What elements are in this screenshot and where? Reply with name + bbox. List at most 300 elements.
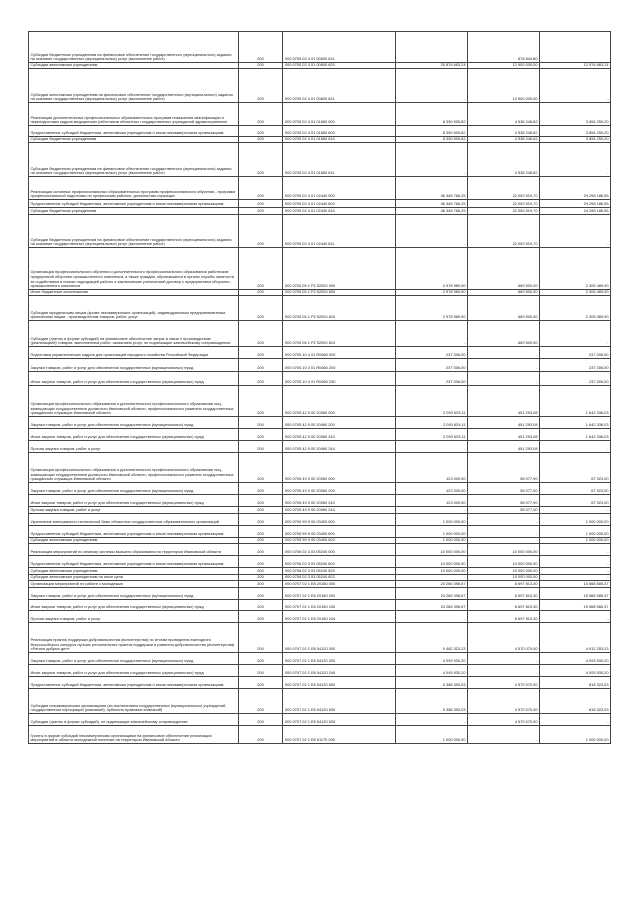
row-name-cell: Субсидии бюджетным учреждениям — [29, 137, 239, 143]
budget-document-page — [28, 31, 610, 744]
row-name-cell: Иные закупки товаров, работ и услуг для обеспечения государственных (муниципальных) нужд — [29, 372, 239, 386]
row-executed-cell: 4 536 246,62 — [468, 143, 540, 177]
row-approved-cell: 8 390 505,82 — [396, 126, 468, 137]
row-approved-cell: 237 006,00 — [396, 347, 468, 359]
row-name-cell: Субсидии (гранты в форме субсидий) на финансовое обеспечение затрат в связи с производством (реализацией) товаров, выполнением работ, оказанием услуг, не подлежащие казначейскому сопровождению — [29, 321, 239, 347]
row-classification-cell: 000 0707 02 1 E8 54120 240 — [283, 665, 396, 677]
row-executed-cell: 4 536 246,62 — [468, 126, 540, 137]
row-classification-cell: 000 0705 99 9 00 03400 000 — [283, 514, 396, 526]
budget-execution-table — [28, 31, 611, 744]
row-code-cell: 200 — [239, 677, 283, 689]
row-executed-cell: 451 293,08 — [468, 386, 540, 417]
row-unexecuted-cell: 1 642 336,03 — [540, 417, 611, 429]
row-classification-cell: 000 0705 02 4 01 00600 611 — [283, 32, 396, 63]
table-row — [29, 726, 611, 744]
row-classification-cell: 000 0705 43 9 00 20060 244 — [283, 507, 396, 514]
row-executed-cell: 10 000 000,00 — [468, 568, 540, 575]
row-code-cell: 200 — [239, 177, 283, 200]
row-executed-cell: - — [468, 359, 540, 372]
row-name-cell: Предоставление субсидий бюджетным, автономным учреждениям и иным некоммерческим организациям — [29, 526, 239, 538]
row-name-cell: Субсидии автономным учреждениям — [29, 568, 239, 575]
row-approved-cell: 2 978 989,90 — [396, 296, 468, 321]
table-row — [29, 665, 611, 677]
row-code-cell: 200 — [239, 69, 283, 103]
row-code-cell: 200 — [239, 623, 283, 653]
table-row — [29, 623, 611, 653]
row-approved-cell: 10 000 000,00 — [396, 544, 468, 556]
row-approved-cell: 9 482 323,23 — [396, 623, 468, 653]
row-name-cell: Субсидии автономным учреждениям на иные цели — [29, 575, 239, 581]
row-code-cell: 200 — [239, 290, 283, 296]
row-name-cell: Субсидии автономным учреждениям — [29, 63, 239, 69]
row-classification-cell: 000 0705 02 4 01 00600 620 — [283, 63, 396, 69]
table-row — [29, 544, 611, 556]
row-classification-cell: 000 0705 43 9 00 20060 000 — [283, 453, 396, 483]
row-classification-cell: 000 0705 05 1 P2 52920 800 — [283, 290, 396, 296]
row-code-cell: 200 — [239, 32, 283, 63]
row-executed-cell: - — [468, 665, 540, 677]
row-unexecuted-cell: 1 000 000,00 — [540, 526, 611, 538]
row-executed-cell: - — [468, 526, 540, 538]
row-approved-cell: 1 000 000,00 — [396, 538, 468, 544]
row-executed-cell: 8 697 813,30 — [468, 581, 540, 588]
row-unexecuted-cell: - — [540, 215, 611, 248]
row-executed-cell: 669 500,00 — [468, 321, 540, 347]
row-unexecuted-cell: 2 309 489,90 — [540, 248, 611, 290]
row-approved-cell: 46 348 766,25 — [396, 177, 468, 200]
row-executed-cell: 4 570 070,00 — [468, 714, 540, 726]
row-code-cell: 200 — [239, 215, 283, 248]
row-classification-cell: 000 0705 02 4 01 02440 000 — [283, 177, 396, 200]
row-unexecuted-cell: 1 642 336,03 — [540, 386, 611, 417]
row-approved-cell: - — [396, 507, 468, 514]
row-executed-cell: 669 500,00 — [468, 248, 540, 290]
table-row — [29, 575, 611, 581]
table-row — [29, 32, 611, 63]
row-executed-cell: 8 697 813,30 — [468, 600, 540, 611]
row-name-cell: Прочая закупка товаров, работ и услуг — [29, 441, 239, 453]
row-name-cell: Иные бюджетные ассигнования — [29, 290, 239, 296]
row-unexecuted-cell: 15 568 585,37 — [540, 600, 611, 611]
row-code-cell: 200 — [239, 417, 283, 429]
table-row — [29, 69, 611, 103]
row-classification-cell: 000 0705 42 9 00 20060 240 — [283, 429, 396, 441]
row-classification-cell: 000 0705 05 1 P2 52920 813 — [283, 321, 396, 347]
row-code-cell: 200 — [239, 441, 283, 453]
row-approved-cell: - — [396, 321, 468, 347]
row-approved-cell: 5 388 393,03 — [396, 689, 468, 714]
row-executed-cell: 669 500,00 — [468, 290, 540, 296]
table-row — [29, 526, 611, 538]
row-executed-cell: 22 050 519,70 — [468, 208, 540, 215]
table-row — [29, 441, 611, 453]
row-unexecuted-cell: 15 568 585,37 — [540, 581, 611, 588]
row-name-cell: Предоставление субсидий бюджетным, автономным учреждениям и иным некоммерческим организациям — [29, 677, 239, 689]
row-unexecuted-cell: 237 006,00 — [540, 372, 611, 386]
row-classification-cell: 000 0705 05 1 P2 52920 810 — [283, 296, 396, 321]
row-executed-cell: - — [468, 372, 540, 386]
row-code-cell: 200 — [239, 714, 283, 726]
table-row — [29, 248, 611, 290]
row-approved-cell: 5 388 393,03 — [396, 677, 468, 689]
row-approved-cell — [396, 32, 468, 63]
table-row — [29, 103, 611, 126]
row-unexecuted-cell: 15 568 585,37 — [540, 588, 611, 600]
row-approved-cell: 4 093 930,20 — [396, 653, 468, 665]
table-row — [29, 126, 611, 137]
row-unexecuted-cell: 3 854 259,20 — [540, 103, 611, 126]
row-approved-cell: 46 348 766,25 — [396, 200, 468, 208]
row-name-cell: Закупка товаров, работ и услуг для обеспечения государственных (муниципальных) нужд — [29, 588, 239, 600]
row-executed-cell: - — [468, 538, 540, 544]
row-name-cell: Иные закупки товаров, работ и услуг для обеспечения государственных (муниципальных) нужд — [29, 665, 239, 677]
table-row — [29, 514, 611, 526]
row-classification-cell: 000 0707 02 1 E8 54120 633 — [283, 714, 396, 726]
row-code-cell: 200 — [239, 514, 283, 526]
row-code-cell: 200 — [239, 63, 283, 69]
row-executed-cell: 451 293,08 — [468, 429, 540, 441]
row-executed-cell: - — [468, 653, 540, 665]
row-name-cell: Подготовка управленческих кадров для организаций народного хозяйства Российской Федерации — [29, 347, 239, 359]
row-executed-cell: 451 293,08 — [468, 441, 540, 453]
row-code-cell: 200 — [239, 568, 283, 575]
row-classification-cell: 000 0707 02 1 E8 20180 240 — [283, 600, 396, 611]
row-classification-cell: 000 0705 02 4 01 00600 621 — [283, 69, 396, 103]
row-executed-cell: 4 536 246,62 — [468, 103, 540, 126]
row-approved-cell: 2 978 989,90 — [396, 290, 468, 296]
row-name-cell: Организация профессионального обучения и дополнительного профессионального образования работников предприятий оборонно-промышленного комплекса, а также граждан, обратившихся в органы службы занятости за содействием в поиске подходящей работы и заключивших ученический договор с предприятием оборонно-промышленного комплекса — [29, 248, 239, 290]
table-row — [29, 386, 611, 417]
row-executed-cell: 8 697 813,30 — [468, 588, 540, 600]
row-classification-cell: 000 0707 02 1 E8 20180 244 — [283, 611, 396, 623]
row-code-cell: 200 — [239, 103, 283, 126]
row-code-cell: 200 — [239, 296, 283, 321]
row-code-cell: 200 — [239, 600, 283, 611]
row-classification-cell: 000 0705 42 9 00 20060 000 — [283, 386, 396, 417]
row-unexecuted-cell: 67 923,00 — [540, 483, 611, 495]
row-name-cell: Прочая закупка товаров, работ и услуг — [29, 611, 239, 623]
row-classification-cell: 000 0705 05 1 P2 52920 000 — [283, 248, 396, 290]
row-unexecuted-cell: 4 093 930,20 — [540, 653, 611, 665]
row-code-cell: 200 — [239, 588, 283, 600]
table-row — [29, 143, 611, 177]
row-approved-cell: 237 006,00 — [396, 372, 468, 386]
row-code-cell: 200 — [239, 526, 283, 538]
row-name-cell: Организация профессионального образования и дополнительного профессионального образования лиц, замещающих государственные должности Ивановской области, профессионального развития государственных гражданских служащих Ивановской области — [29, 453, 239, 483]
row-name-cell: Реализация мероприятий по анализу системы высшего образования на территории Ивановской области — [29, 544, 239, 556]
row-unexecuted-cell: - — [540, 714, 611, 726]
row-approved-cell: 8 390 505,82 — [396, 103, 468, 126]
row-code-cell: 200 — [239, 575, 283, 581]
row-approved-cell: 237 006,00 — [396, 359, 468, 372]
row-approved-cell: 10 000 000,00 — [396, 568, 468, 575]
row-unexecuted-cell: 24 298 186,55 — [540, 177, 611, 200]
row-classification-cell: 000 0705 02 4 01 02440 600 — [283, 200, 396, 208]
row-name-cell: Субсидии бюджетным учреждениям — [29, 208, 239, 215]
row-classification-cell: 000 0707 02 1 E8 54120 630 — [283, 689, 396, 714]
row-code-cell: 200 — [239, 126, 283, 137]
row-unexecuted-cell: 237 006,00 — [540, 347, 611, 359]
row-unexecuted-cell: 818 323,03 — [540, 677, 611, 689]
row-approved-cell: 123 000,00 — [396, 483, 468, 495]
row-name-cell: Субсидии автономным учреждениям — [29, 538, 239, 544]
row-name-cell: Субсидии (гранты в форме субсидий), не подлежащие казначейскому сопровождению — [29, 714, 239, 726]
row-approved-cell: 4 093 930,20 — [396, 665, 468, 677]
row-approved-cell: 25 876 683,24 — [396, 63, 468, 69]
row-executed-cell: 10 000 000,00 — [468, 544, 540, 556]
row-classification-cell: 000 0707 02 1 E8 20180 000 — [283, 581, 396, 588]
row-approved-cell: 2 978 989,90 — [396, 248, 468, 290]
table-row — [29, 600, 611, 611]
row-unexecuted-cell: - — [540, 568, 611, 575]
row-code-cell: 200 — [239, 429, 283, 441]
table-row — [29, 208, 611, 215]
row-name-cell: Субсидии юридическим лицам (кроме некоммерческих организаций), индивидуальным предпринимателям, физическим лицам - производителям товаров, работ, услуг — [29, 296, 239, 321]
row-name-cell: Субсидии бюджетным учреждениям на финансовое обеспечение государственного (муниципального) задания на оказание государственных (муниципальных) услуг (выполнение работ) — [29, 215, 239, 248]
row-classification-cell: 000 0705 02 4 01 01660 600 — [283, 126, 396, 137]
table-row — [29, 215, 611, 248]
table-row — [29, 581, 611, 588]
row-unexecuted-cell: - — [540, 556, 611, 568]
row-code-cell: 200 — [239, 143, 283, 177]
row-executed-cell: 12 900 000,00 — [468, 63, 540, 69]
row-executed-cell: 4 570 070,00 — [468, 623, 540, 653]
row-executed-cell: 451 293,08 — [468, 417, 540, 429]
row-name-cell: Реализация основных профессиональных образовательных программ профессионального обучения - программ профессиональной подготовки по профессиям рабочих, должностям служащих — [29, 177, 239, 200]
row-code-cell: 200 — [239, 453, 283, 483]
row-approved-cell: 123 000,00 — [396, 453, 468, 483]
row-classification-cell: 000 0705 99 9 00 03400 600 — [283, 526, 396, 538]
row-classification-cell: 000 0705 43 9 00 20060 240 — [283, 495, 396, 507]
table-row — [29, 507, 611, 514]
row-classification-cell: 000 0707 02 1 E8 54120 200 — [283, 653, 396, 665]
table-row — [29, 611, 611, 623]
row-classification-cell: 000 0705 02 4 01 01660 000 — [283, 103, 396, 126]
row-code-cell: 200 — [239, 200, 283, 208]
row-unexecuted-cell: - — [540, 69, 611, 103]
row-executed-cell: 22 050 519,70 — [468, 177, 540, 200]
row-classification-cell: 000 0706 02 3 03 05240 622 — [283, 575, 396, 581]
row-name-cell: Предоставление субсидий бюджетным, автономным учреждениям и иным некоммерческим организациям — [29, 126, 239, 137]
row-code-cell: 200 — [239, 611, 283, 623]
table-row — [29, 556, 611, 568]
row-approved-cell: 123 000,00 — [396, 495, 468, 507]
row-unexecuted-cell: 2 309 489,90 — [540, 290, 611, 296]
row-unexecuted-cell: 24 298 186,55 — [540, 208, 611, 215]
table-row — [29, 677, 611, 689]
row-classification-cell: 000 0705 42 9 00 20060 244 — [283, 441, 396, 453]
row-approved-cell: 2 093 629,11 — [396, 417, 468, 429]
row-executed-cell: 55 077,00 — [468, 483, 540, 495]
row-code-cell: 200 — [239, 556, 283, 568]
row-code-cell: 200 — [239, 689, 283, 714]
row-approved-cell: - — [396, 143, 468, 177]
row-executed-cell: 12 900 000,00 — [468, 69, 540, 103]
row-name-cell: Закупка товаров, работ и услуг для обеспечения государственных (муниципальных) нужд — [29, 483, 239, 495]
row-executed-cell: 4 570 070,00 — [468, 677, 540, 689]
row-approved-cell: 2 093 629,11 — [396, 386, 468, 417]
row-classification-cell: 000 0705 02 4 01 02440 611 — [283, 215, 396, 248]
row-unexecuted-cell: 1 000 000,00 — [540, 538, 611, 544]
row-code-cell: 200 — [239, 386, 283, 417]
table-row — [29, 200, 611, 208]
row-executed-cell: 669 500,00 — [468, 296, 540, 321]
table-row — [29, 321, 611, 347]
row-approved-cell: - — [396, 69, 468, 103]
row-name-cell: Предоставление субсидий бюджетным, автономным учреждениям и иным некоммерческим организациям — [29, 556, 239, 568]
row-name-cell: Иные закупки товаров, работ и услуг для обеспечения государственных (муниципальных) нужд — [29, 600, 239, 611]
row-unexecuted-cell: - — [540, 611, 611, 623]
row-classification-cell: 000 0705 42 9 00 20060 200 — [283, 417, 396, 429]
row-unexecuted-cell: - — [540, 321, 611, 347]
row-approved-cell: 1 000 000,00 — [396, 514, 468, 526]
table-row — [29, 483, 611, 495]
row-approved-cell: 2 093 629,11 — [396, 429, 468, 441]
table-row — [29, 495, 611, 507]
row-unexecuted-cell: 3 854 259,20 — [540, 137, 611, 143]
row-code-cell: 200 — [239, 248, 283, 290]
row-name-cell: Закупка товаров, работ и услуг для обеспечения государственных (муниципальных) нужд — [29, 417, 239, 429]
row-executed-cell: - — [468, 726, 540, 744]
row-name-cell: Субсидии автономным учреждениям на финансовое обеспечение государственного (муниципального) задания на оказание государственных (муниципальных) услуг (выполнение работ) — [29, 69, 239, 103]
table-row — [29, 568, 611, 575]
row-approved-cell: 1 000 000,00 — [396, 526, 468, 538]
row-name-cell: Закупка товаров, работ и услуг для обеспечения государственных (муниципальных) нужд — [29, 653, 239, 665]
row-unexecuted-cell: 67 923,00 — [540, 453, 611, 483]
row-executed-cell: 55 077,00 — [468, 507, 540, 514]
table-row — [29, 372, 611, 386]
row-code-cell: 200 — [239, 359, 283, 372]
row-classification-cell: 000 0705 99 9 00 03400 620 — [283, 538, 396, 544]
table-row — [29, 653, 611, 665]
row-name-cell: Закупка товаров, работ и услуг для обеспечения государственных (муниципальных) нужд — [29, 359, 239, 372]
row-unexecuted-cell: 4 912 253,23 — [540, 623, 611, 653]
row-name-cell: Гранты в форме субсидий некоммерческим организациям на финансовое обеспечение реализации мероприятий в области молодежной политики на территории Ивановской области — [29, 726, 239, 744]
row-classification-cell: 000 0707 02 1 E8 61170 000 — [283, 726, 396, 744]
row-name-cell: Субсидии бюджетным учреждениям на финансовое обеспечение государственного (муниципального) задания на оказание государственных (муниципальных) услуг (выполнение работ) — [29, 143, 239, 177]
row-executed-cell: - — [468, 514, 540, 526]
row-name-cell: Иные закупки товаров, работ и услуг для обеспечения государственных (муниципальных) нужд — [29, 429, 239, 441]
row-unexecuted-cell: 12 976 683,24 — [540, 63, 611, 69]
row-unexecuted-cell — [540, 32, 611, 63]
row-name-cell: Субсидии некоммерческим организациям (за исключением государственных (муниципальных) учреждений, государственных корпораций (компаний), публично-правовых компаний) — [29, 689, 239, 714]
row-unexecuted-cell: 1 000 000,00 — [540, 514, 611, 526]
row-unexecuted-cell: 237 006,00 — [540, 359, 611, 372]
row-approved-cell: 10 000 000,00 — [396, 556, 468, 568]
row-executed-cell: 55 077,00 — [468, 453, 540, 483]
row-name-cell: Организация профессионального образования и дополнительного профессионального образования лиц, замещающих государственные должности Ивановской области, профессионального развития государственных гражданских служащих Ивановской области — [29, 386, 239, 417]
row-unexecuted-cell: 1 642 336,03 — [540, 429, 611, 441]
row-approved-cell: 24 266 398,67 — [396, 600, 468, 611]
row-name-cell: Реализация дополнительных профессиональных образовательных программ повышения квалификации и переподготовки кадров медицинских работников областных государственных учреждений здравоохранения — [29, 103, 239, 126]
table-row — [29, 417, 611, 429]
table-row — [29, 453, 611, 483]
table-row — [29, 714, 611, 726]
row-unexecuted-cell: 67 923,00 — [540, 495, 611, 507]
row-classification-cell: 000 0707 02 1 E8 54120 600 — [283, 677, 396, 689]
row-approved-cell: 24 266 398,67 — [396, 581, 468, 588]
row-approved-cell: 1 000 000,00 — [396, 726, 468, 744]
row-executed-cell: 55 077,00 — [468, 495, 540, 507]
row-code-cell: 200 — [239, 495, 283, 507]
row-executed-cell: 10 000 000,00 — [468, 575, 540, 581]
row-approved-cell: - — [396, 611, 468, 623]
row-unexecuted-cell: 4 093 930,20 — [540, 665, 611, 677]
row-code-cell: 200 — [239, 665, 283, 677]
row-name-cell: Укрепление материально-технической базы областных государственных образовательных организаций — [29, 514, 239, 526]
row-unexecuted-cell: - — [540, 575, 611, 581]
row-executed-cell: 878 844,80 — [468, 32, 540, 63]
row-code-cell: 200 — [239, 581, 283, 588]
row-classification-cell: 000 0706 02 3 03 05240 600 — [283, 556, 396, 568]
row-code-cell: 200 — [239, 347, 283, 359]
row-unexecuted-cell: 818 323,03 — [540, 689, 611, 714]
row-code-cell: 200 — [239, 208, 283, 215]
row-classification-cell: 000 0705 02 4 01 02440 610 — [283, 208, 396, 215]
row-classification-cell: 000 0706 02 3 03 05240 000 — [283, 544, 396, 556]
row-code-cell: 200 — [239, 483, 283, 495]
row-name-cell: Организация мероприятий по работе с молодежью — [29, 581, 239, 588]
row-approved-cell: 24 266 398,67 — [396, 588, 468, 600]
row-unexecuted-cell: - — [540, 507, 611, 514]
row-unexecuted-cell: - — [540, 143, 611, 177]
table-row — [29, 177, 611, 200]
row-unexecuted-cell: 1 000 000,00 — [540, 726, 611, 744]
table-row — [29, 296, 611, 321]
row-code-cell: 200 — [239, 726, 283, 744]
row-approved-cell: - — [396, 215, 468, 248]
row-classification-cell: 000 0705 10 4 01 R0660 000 — [283, 347, 396, 359]
row-classification-cell: 000 0707 02 1 E8 54120 000 — [283, 623, 396, 653]
row-code-cell: 200 — [239, 372, 283, 386]
row-executed-cell: 4 536 246,62 — [468, 137, 540, 143]
row-unexecuted-cell: 3 854 259,20 — [540, 126, 611, 137]
row-classification-cell: 000 0705 02 4 01 01660 611 — [283, 143, 396, 177]
row-unexecuted-cell: - — [540, 441, 611, 453]
row-executed-cell: 22 050 519,70 — [468, 215, 540, 248]
row-name-cell: Прочая закупка товаров, работ и услуг — [29, 507, 239, 514]
row-classification-cell: 000 0705 43 9 00 20060 200 — [283, 483, 396, 495]
row-code-cell: 200 — [239, 544, 283, 556]
row-approved-cell: 8 390 505,82 — [396, 137, 468, 143]
row-code-cell: 200 — [239, 538, 283, 544]
row-classification-cell: 000 0705 10 4 01 R0660 200 — [283, 359, 396, 372]
row-unexecuted-cell: 2 309 489,90 — [540, 296, 611, 321]
row-code-cell: 200 — [239, 137, 283, 143]
row-code-cell: 200 — [239, 653, 283, 665]
row-executed-cell: 4 570 070,00 — [468, 689, 540, 714]
row-unexecuted-cell: 24 298 186,55 — [540, 200, 611, 208]
row-approved-cell: - — [396, 575, 468, 581]
row-code-cell: 200 — [239, 507, 283, 514]
table-row — [29, 588, 611, 600]
row-unexecuted-cell: - — [540, 544, 611, 556]
row-approved-cell: - — [396, 714, 468, 726]
table-row — [29, 429, 611, 441]
row-name-cell: Предоставление субсидий бюджетным, автономным учреждениям и иным некоммерческим организациям — [29, 200, 239, 208]
row-classification-cell: 000 0705 10 4 01 R0660 240 — [283, 372, 396, 386]
row-name-cell: Иные закупки товаров, работ и услуг для обеспечения государственных (муниципальных) нужд — [29, 495, 239, 507]
row-approved-cell: 46 348 766,25 — [396, 208, 468, 215]
row-code-cell: 200 — [239, 321, 283, 347]
row-name-cell: Реализация практик поддержки добровольчества (волонтерства) по итогам проведения ежегодного Всероссийского конкурса лучших региональных практик поддержки и развития добровольчества (волонтерства) «Регион добрых дел» — [29, 623, 239, 653]
table-row — [29, 359, 611, 372]
row-name-cell: Субсидии бюджетным учреждениям на финансовое обеспечение государственного (муниципального) задания на оказание государственных (муниципальных) услуг (выполнение работ) — [29, 32, 239, 63]
row-approved-cell: - — [396, 441, 468, 453]
row-classification-cell: 000 0705 02 4 01 01660 610 — [283, 137, 396, 143]
row-executed-cell: - — [468, 347, 540, 359]
table-row — [29, 689, 611, 714]
